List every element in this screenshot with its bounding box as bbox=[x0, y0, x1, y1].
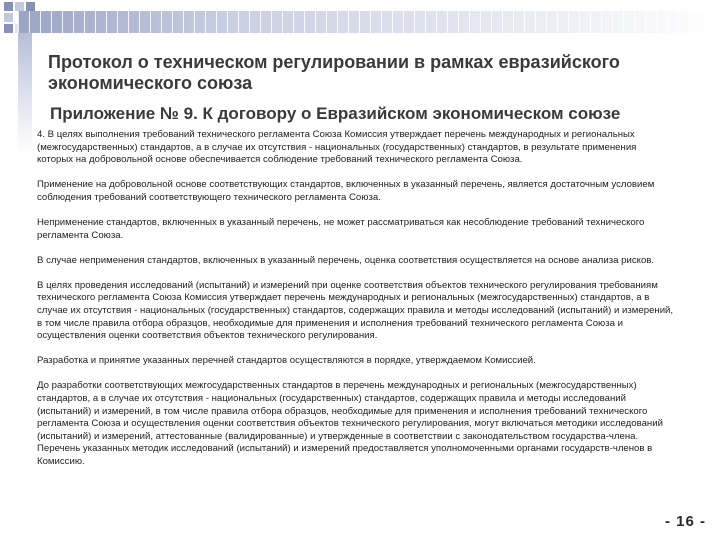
slide-subtitle: Приложение № 9. К договору о Евразийском экономическом союзе bbox=[50, 104, 621, 123]
paragraph: В целях проведения исследований (испытаний) и измерений при оценке соответствия объектов технического регулирования требованиям технического регламента Союза Комиссия утверждает перечень международных и региональных (межгосударственных) стандартов, а в случае их отсутствия - национальных (государственных) стандартов, содержащих правила и методы исследований (испытаний) и измерений, в том числе правила отбора образцов, необходимые для применения и исполнения требований технического регламента Союза и осуществления оценки соответствия объектов технического регулирования. bbox=[37, 279, 674, 342]
page-number: - 16 - bbox=[664, 513, 706, 530]
slide-title: Протокол о техническом регулировании в рамках евразийского экономического союза bbox=[48, 52, 620, 93]
paragraph: Применение на добровольной основе соответствующих стандартов, включенных в указанный перечень, является достаточным условием соблюдения требований соответствующего технического регламента Союза. bbox=[37, 179, 655, 203]
paragraph: 4. В целях выполнения требований технического регламента Союза Комиссия утверждает перечень международных и региональных (межгосударственных) стандартов, а в случае их отсутствия - национальных (государственных) стандартов, в результате применения которых на добровольной основе обеспечивается соблюдение требований технического регламента Союза. bbox=[37, 129, 637, 166]
body-text bbox=[37, 129, 675, 481]
paragraph: Разработка и принятие указанных перечней стандартов осуществляются в порядке, утверждаемом Комиссией. bbox=[37, 355, 536, 367]
side-decoration-bar bbox=[18, 33, 32, 153]
paragraph: В случае неприменения стандартов, включенных в указанный перечень, оценка соответствия осуществляется на основе анализа рисков. bbox=[37, 254, 655, 266]
header-decoration-bar bbox=[18, 11, 720, 33]
paragraph: До разработки соответствующих межгосударственных стандартов в перечень международных и региональных (межгосударственных) стандартов, а в случае их отсутствия - национальных (государственных) стандартов, содержащих правила и методы исследований (испытаний) и измерений, в том числе правила отбора образцов, необходимые для применения и исполнения требований технического регламента Союза и осуществления оценки соответствия объектов технического регулирования, могут включаться методики исследований (испытаний) и измерений, аттестованные (валидированные) и утвержденные в соответствии с законодательством государства-члена. Перечень указанных методик исследований (испытаний) и измерений предоставляется уполномоченными органами государств-членов в Комиссию. bbox=[37, 380, 663, 467]
paragraph: Неприменение стандартов, включенных в указанный перечень, не может рассматриваться как несоблюдение требований технического регламента Союза. bbox=[37, 216, 645, 241]
